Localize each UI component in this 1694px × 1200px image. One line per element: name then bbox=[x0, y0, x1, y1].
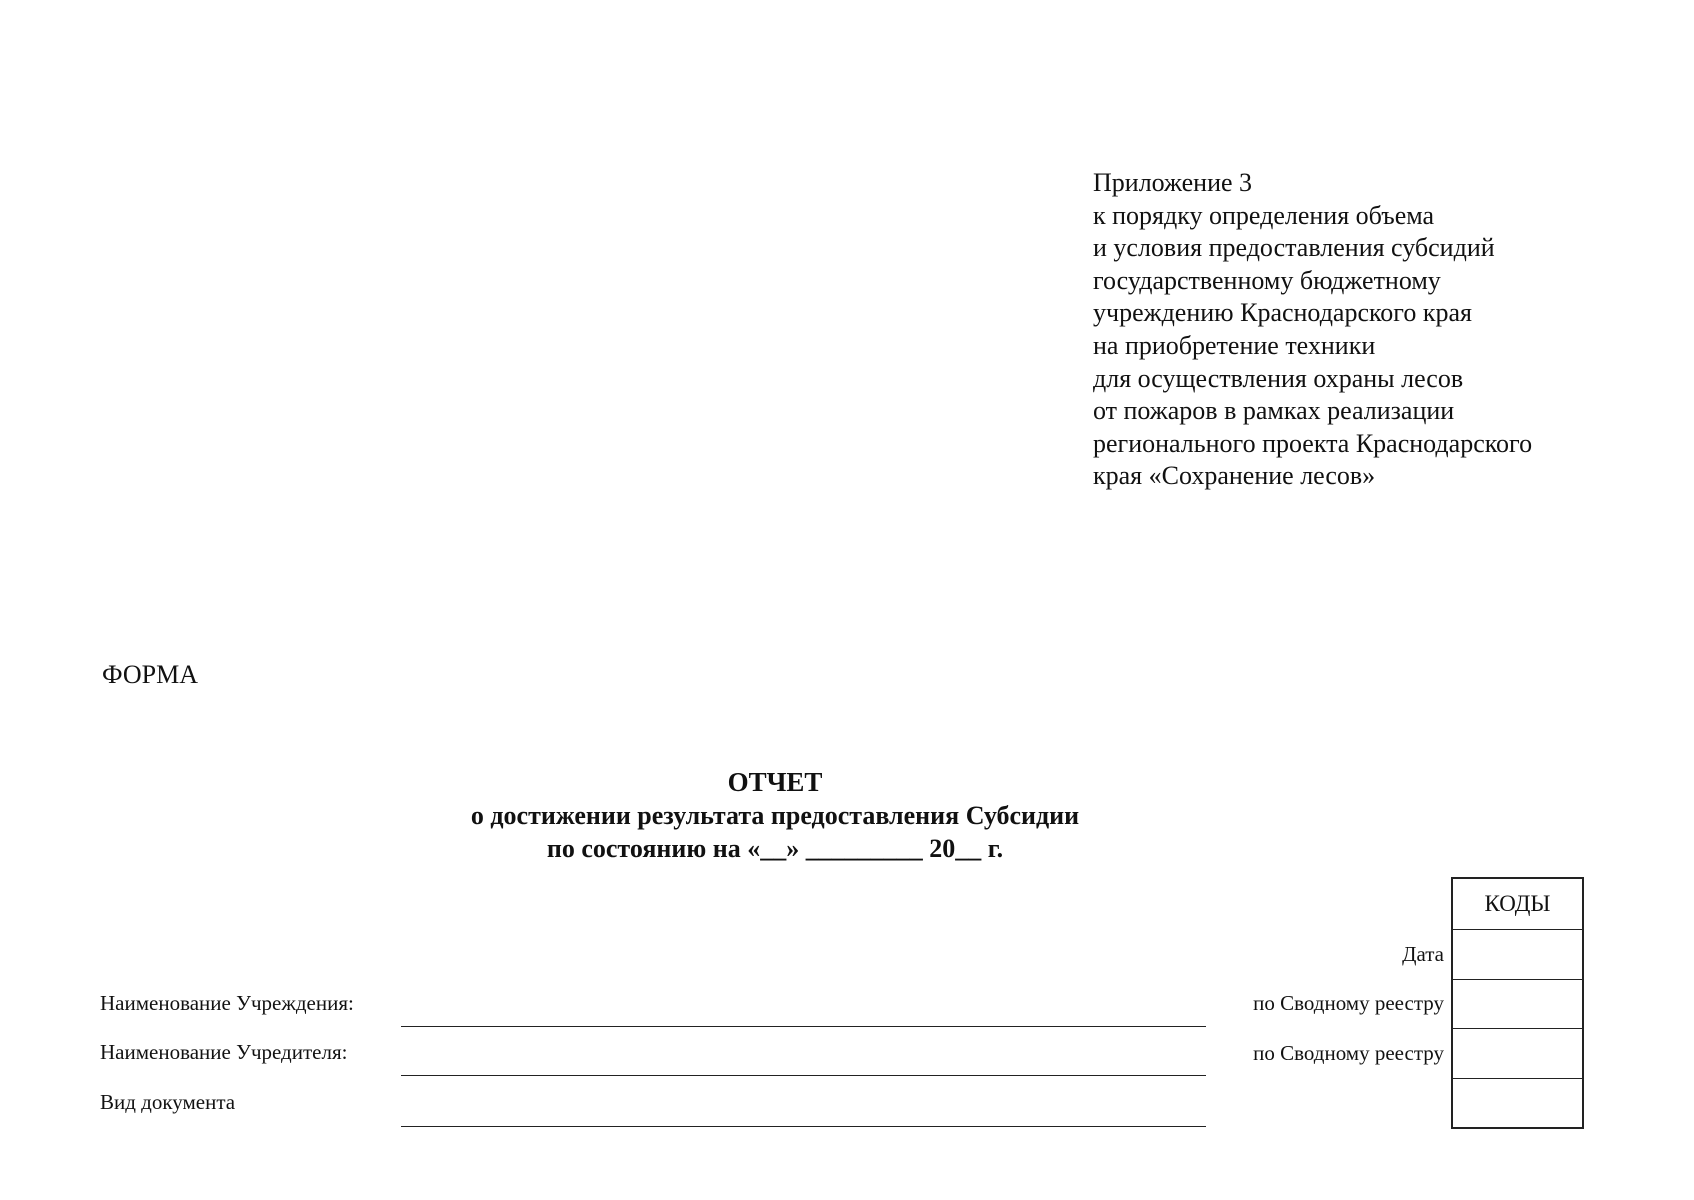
institution-field[interactable] bbox=[401, 1026, 1206, 1027]
appendix-line: от пожаров в рамках реализации bbox=[1093, 396, 1455, 426]
appendix-line: на приобретение техники bbox=[1093, 330, 1376, 360]
appendix-line: учреждению Краснодарского края bbox=[1093, 298, 1472, 328]
date-code-cell[interactable] bbox=[1453, 929, 1582, 979]
registry-code-cell-2[interactable] bbox=[1453, 1028, 1582, 1078]
appendix-line: края «Сохранение лесов» bbox=[1093, 461, 1376, 491]
founder-field[interactable] bbox=[401, 1075, 1206, 1076]
institution-label: Наименование Учреждения: bbox=[100, 991, 354, 1015]
report-title-block bbox=[360, 766, 1190, 865]
report-title: ОТЧЕТ bbox=[727, 767, 823, 797]
codes-table bbox=[1451, 877, 1584, 1129]
appendix-line: регионального проекта Краснодарского bbox=[1093, 428, 1533, 458]
appendix-caption bbox=[1093, 167, 1653, 493]
date-code-label: Дата bbox=[1402, 942, 1444, 966]
doc-type-code-cell[interactable] bbox=[1453, 1078, 1582, 1128]
registry-code-label-1: по Сводному реестру bbox=[1253, 991, 1444, 1015]
appendix-line: для осуществления охраны лесов bbox=[1093, 363, 1464, 393]
form-label: ФОРМА bbox=[102, 660, 198, 689]
report-subtitle: о достижении результата предоставления Субсидии bbox=[470, 801, 1080, 830]
registry-code-label-2: по Сводному реестру bbox=[1253, 1041, 1444, 1065]
report-date-line: по состоянию на «__» _________ 20__ г. bbox=[546, 834, 1004, 863]
codes-header: КОДЫ bbox=[1484, 891, 1551, 916]
appendix-line: и условия предоставления субсидий bbox=[1093, 233, 1495, 263]
appendix-line: Приложение 3 bbox=[1093, 168, 1253, 197]
doc-type-label: Вид документа bbox=[100, 1090, 236, 1114]
appendix-line: к порядку определения объема bbox=[1093, 200, 1435, 230]
appendix-line: государственному бюджетному bbox=[1093, 265, 1441, 295]
registry-code-cell-1[interactable] bbox=[1453, 979, 1582, 1029]
doc-type-field[interactable] bbox=[401, 1126, 1206, 1127]
founder-label: Наименование Учредителя: bbox=[100, 1040, 348, 1064]
